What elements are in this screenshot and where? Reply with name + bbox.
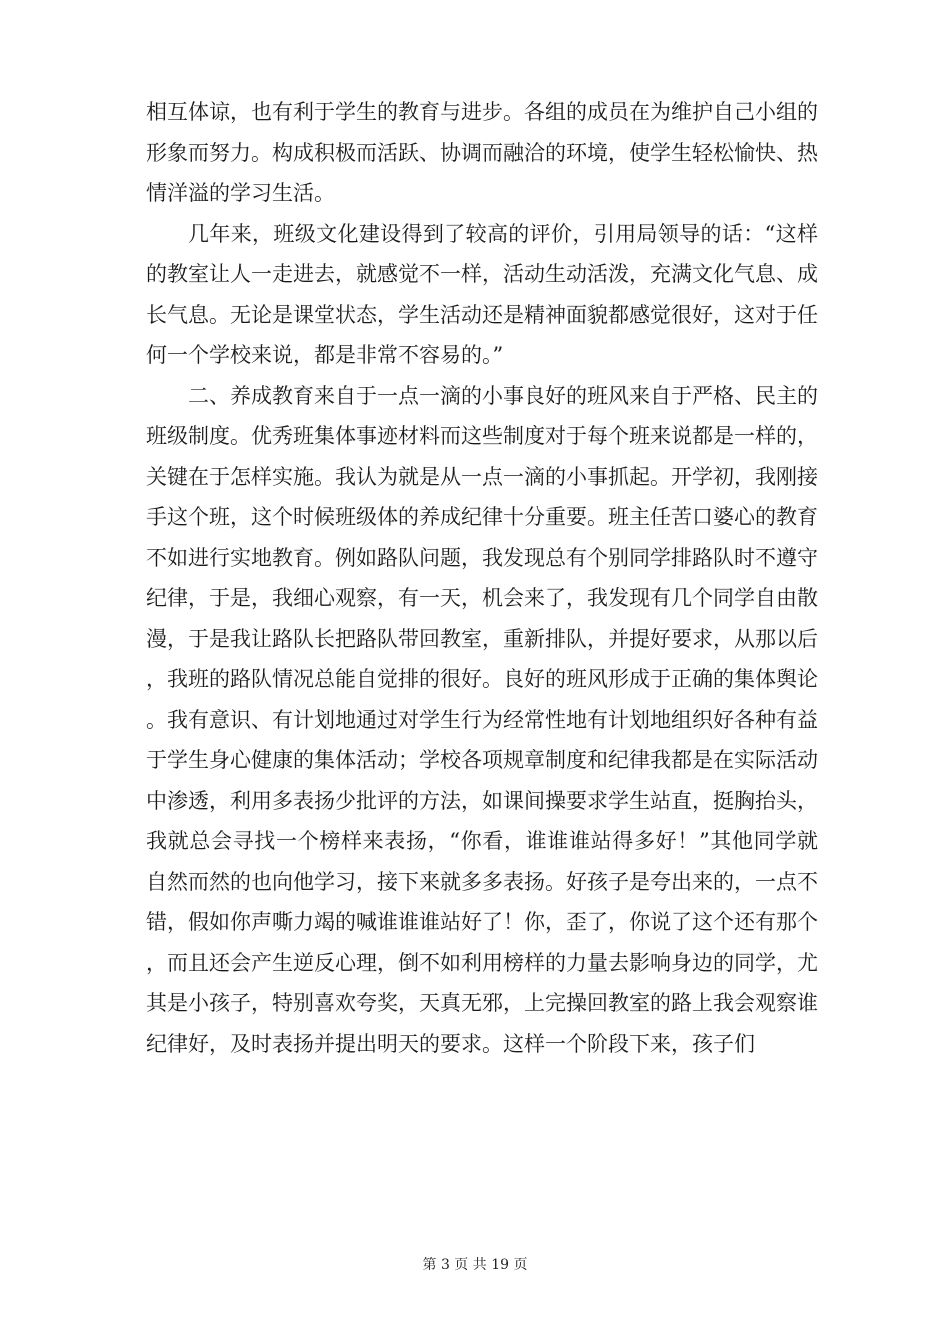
page-number-footer: 第 3 页 共 19 页	[422, 1257, 528, 1273]
paragraph-continued: 相互体谅，也有利于学生的教育与进步。各组的成员在为维护自己小组的形象而努力。构成积极而活跃、协调而融洽的环境，使学生轻松愉快、热情洋溢的学习生活。	[146, 100, 818, 205]
document-body	[146, 92, 818, 1064]
paragraph-class-culture: 几年来，班级文化建设得到了较高的评价，引用局领导的话：“这样的教室让人一走进去，就感觉不一样，活动生动活泼，充满文化气息、成长气息。无论是课堂状态，学生活动还是精神面貌都感觉很好，这对于任何一个学校来说，都是非常不容易的。”	[146, 221, 818, 367]
paragraph-habit-education: 二、养成教育来自于一点一滴的小事良好的班风来自于严格、民主的班级制度。优秀班集体事迹材料而这些制度对于每个班来说都是一样的，关键在于怎样实施。我认为就是从一点一滴的小事抓起。开学初，我刚接手这个班，这个时候班级体的养成纪律十分重要。班主任苦口婆心的教育不如进行实地教育。例如路队问题，我发现总有个别同学排路队时不遵守纪律，于是，我细心观察，有一天，机会来了，我发现有几个同学自由散漫，于是我让路队长把路队带回教室，重新排队，并提好要求，从那以后，我班的路队情况总能自觉排的很好。良好的班风形成于正确的集体舆论。我有意识、有计划地通过对学生行为经常性地有计划地组织好各种有益于学生身心健康的集体活动；学校各项规章制度和纪律我都是在实际活动中渗透，利用多表扬少批评的方法，如课间操要求学生站直，挺胸抬头，我就总会寻找一个榜样来表扬，“你看，谁谁谁站得多好！”其他同学就自然而然的也向他学习，接下来就多多表扬。好孩子是夸出来的，一点不错，假如你声嘶力竭的喊谁谁谁站好了！你，歪了，你说了这个还有那个，而且还会产生逆反心理，倒不如利用榜样的力量去影响身边的同学，尤其是小孩子，特别喜欢夸奖，天真无邪，上完操回教室的路上我会观察谁纪律好，及时表扬并提出明天的要求。这样一个阶段下来，孩子们	[146, 383, 818, 1056]
